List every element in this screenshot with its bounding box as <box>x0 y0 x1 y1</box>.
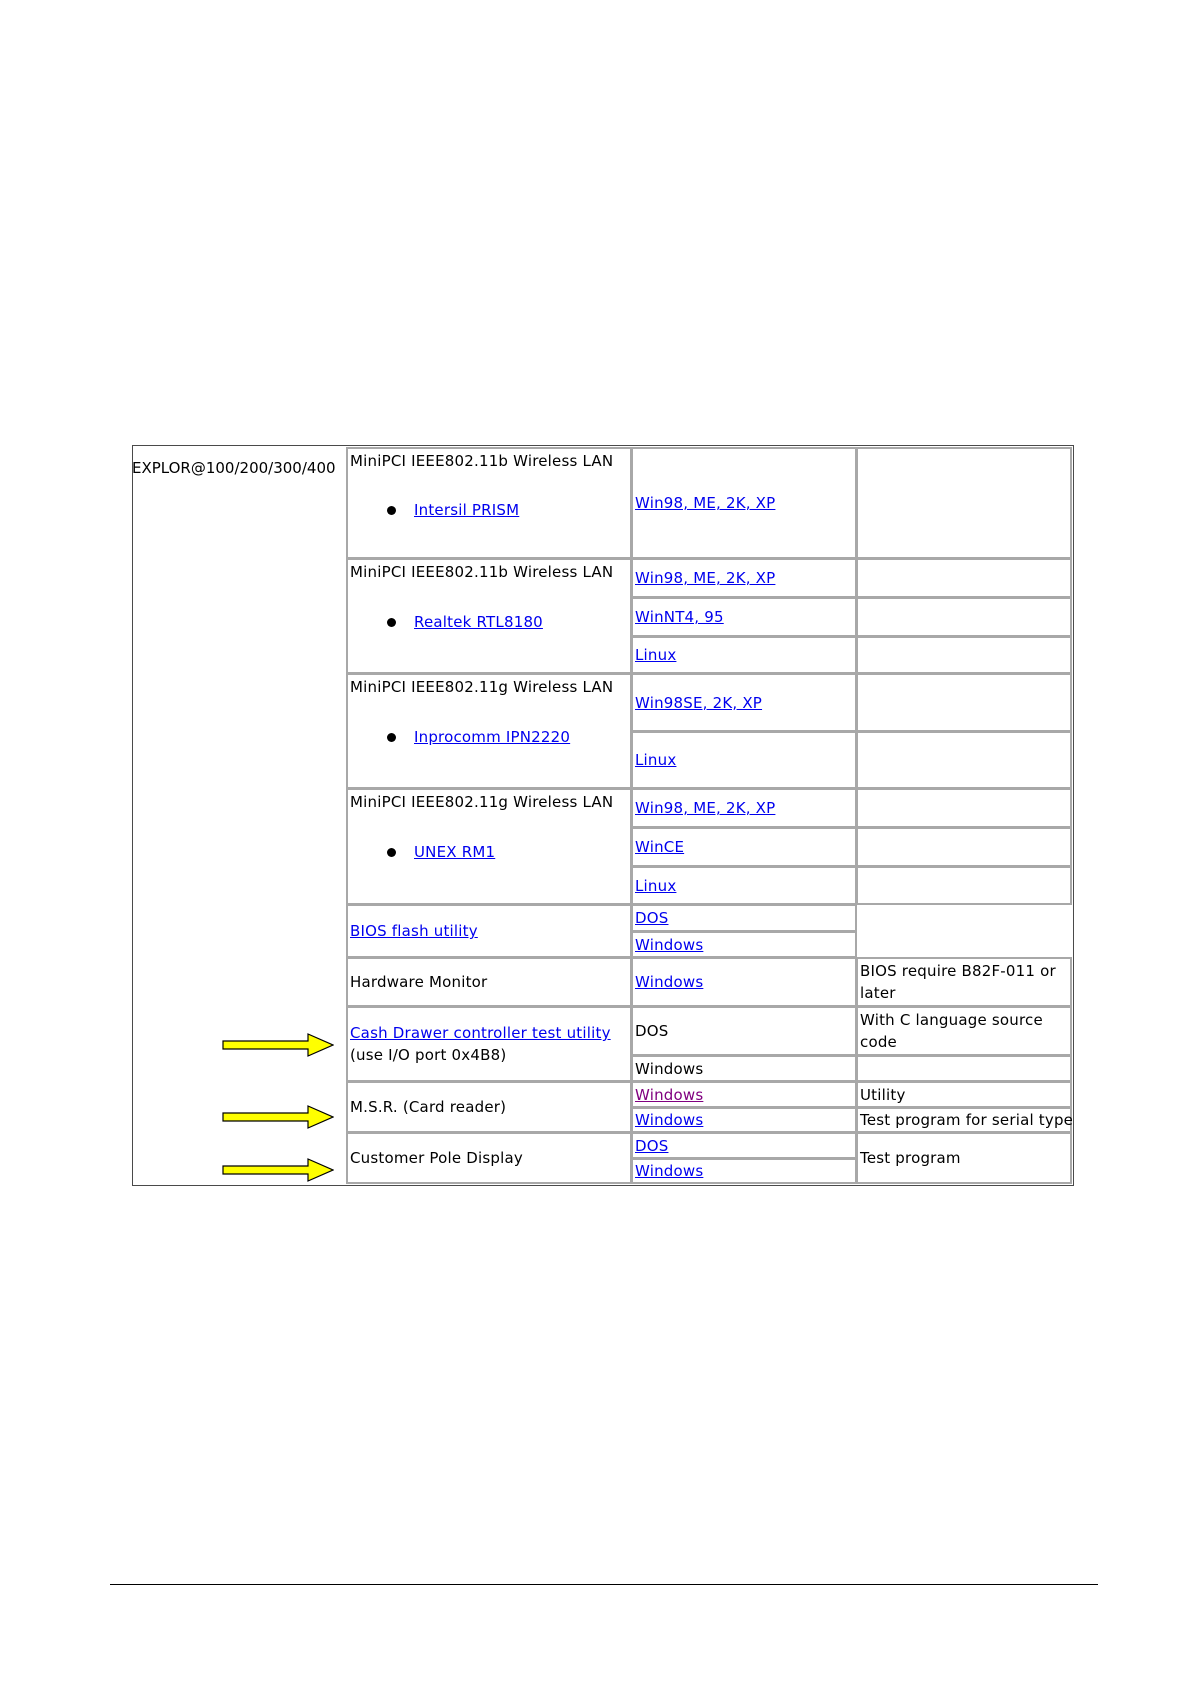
wlan-group-2-os-link-2[interactable]: WinNT4, 95 <box>635 608 724 626</box>
wlan-group-3-os-link-1[interactable]: Win98SE, 2K, XP <box>635 693 763 712</box>
msr-label: M.S.R. (Card reader) <box>350 1098 507 1116</box>
msr-note-cell-1 <box>856 1081 1072 1108</box>
wlan-group-2-note-cell-2 <box>856 597 1072 637</box>
msr-note-1: Utility <box>860 1085 906 1104</box>
arrow-right-icon <box>222 1158 334 1182</box>
wlan-group-2-desc <box>346 558 632 674</box>
hwmon-os-cell <box>631 957 857 1007</box>
wlan-group-4-title: MiniPCI IEEE802.11g Wireless LAN <box>350 793 614 811</box>
bios-windows-link[interactable]: Windows <box>635 935 704 954</box>
hwmon-windows-link[interactable]: Windows <box>635 973 704 991</box>
wlan-chip-link-3[interactable]: Inprocomm IPN2220 <box>414 728 571 746</box>
cash-note-cell <box>856 1006 1072 1056</box>
wlan-group-1-os-cell <box>631 447 857 559</box>
wlan-group-1-os-link-1[interactable]: Win98, ME, 2K, XP <box>635 494 776 512</box>
wlan-group-1-note-cell <box>856 447 1072 559</box>
wlan-group-4-note-cell-1 <box>856 788 1072 828</box>
bullet-icon <box>387 506 396 515</box>
wlan-group-2-os-link-1[interactable]: Win98, ME, 2K, XP <box>635 569 776 587</box>
msr-os-cell-1 <box>631 1081 857 1108</box>
cash-note: With C language source code <box>860 1011 1043 1051</box>
wlan-group-3-title: MiniPCI IEEE802.11g Wireless LAN <box>350 678 614 696</box>
msr-windows-utility-link[interactable]: Windows <box>635 1085 704 1104</box>
cash-note-cell-2 <box>856 1055 1072 1082</box>
wlan-group-1-title: MiniPCI IEEE802.11b Wireless LAN <box>350 452 614 470</box>
wlan-group-4-os-cell-1 <box>631 788 857 828</box>
wlan-group-3-os-cell-1 <box>631 673 857 732</box>
bullet-icon <box>387 733 396 742</box>
wlan-group-2-os-link-3[interactable]: Linux <box>635 646 677 664</box>
pole-os-cell-2 <box>631 1158 857 1184</box>
arrow-right-icon <box>222 1033 334 1057</box>
wlan-group-1-desc <box>346 447 632 559</box>
model-name: EXPLOR@100/200/300/400 <box>132 459 336 477</box>
hwmon-note: BIOS require B82F-011 or later <box>860 962 1056 1002</box>
hwmon-label: Hardware Monitor <box>350 973 488 991</box>
wlan-group-2-os-cell-2 <box>631 597 857 637</box>
pole-dos-link[interactable]: DOS <box>635 1136 669 1155</box>
footer-divider <box>110 1584 1098 1585</box>
wlan-group-3-note-cell-2 <box>856 731 1072 789</box>
msr-note-cell-2 <box>856 1107 1072 1133</box>
pole-note: Test program <box>860 1149 961 1167</box>
wlan-group-3-note-cell-1 <box>856 673 1072 732</box>
pole-label: Customer Pole Display <box>350 1149 523 1167</box>
wlan-group-4-os-link-2[interactable]: WinCE <box>635 838 685 856</box>
pole-windows-link[interactable]: Windows <box>635 1162 704 1180</box>
bullet-icon <box>387 848 396 857</box>
msr-os-cell-2 <box>631 1107 857 1133</box>
pole-os-cell-1 <box>631 1132 857 1159</box>
cash-drawer-link[interactable]: Cash Drawer controller test utility <box>350 1024 611 1042</box>
wlan-group-3-os-cell-2 <box>631 731 857 789</box>
bios-desc-cell <box>346 904 632 958</box>
wlan-group-4-os-link-3[interactable]: Linux <box>635 876 677 895</box>
cash-os-cell-1 <box>631 1006 857 1056</box>
msr-note-2: Test program for serial type <box>860 1111 1074 1129</box>
hwmon-desc-cell <box>346 957 632 1007</box>
bios-dos-link[interactable]: DOS <box>635 909 669 927</box>
wlan-chip-link-4[interactable]: UNEX RM1 <box>414 843 496 861</box>
wlan-group-3-os-link-2[interactable]: Linux <box>635 751 677 769</box>
wlan-group-2-title: MiniPCI IEEE802.11b Wireless LAN <box>350 563 614 581</box>
cash-windows-label: Windows <box>635 1059 704 1078</box>
wlan-group-3-desc <box>346 673 632 789</box>
cash-os-cell-2 <box>631 1055 857 1082</box>
hwmon-note-cell <box>856 957 1072 1007</box>
wlan-chip-link-2[interactable]: Realtek RTL8180 <box>414 613 543 631</box>
cash-dos-label: DOS <box>635 1022 669 1040</box>
bios-flash-link[interactable]: BIOS flash utility <box>350 922 478 940</box>
wlan-group-4-os-cell-2 <box>631 827 857 867</box>
arrow-right-icon <box>222 1105 334 1129</box>
wlan-group-4-desc <box>346 788 632 905</box>
bullet-icon <box>387 618 396 627</box>
msr-windows-test-link[interactable]: Windows <box>635 1111 704 1129</box>
msr-desc-cell <box>346 1081 632 1133</box>
pole-note-cell <box>856 1132 1072 1184</box>
wlan-group-2-note-cell-3 <box>856 636 1072 674</box>
wlan-group-2-os-cell-3 <box>631 636 857 674</box>
bios-os-cell-1 <box>631 904 857 932</box>
wlan-group-4-note-cell-2 <box>856 827 1072 867</box>
wlan-group-4-note-cell-3 <box>856 866 1072 905</box>
cash-desc-cell <box>346 1006 632 1082</box>
wlan-group-2-os-cell-1 <box>631 558 857 598</box>
pole-desc-cell <box>346 1132 632 1184</box>
wlan-group-2-note-cell-1 <box>856 558 1072 598</box>
wlan-group-4-os-cell-3 <box>631 866 857 905</box>
wlan-chip-link-1[interactable]: Intersil PRISM <box>414 501 520 519</box>
cash-drawer-port: (use I/O port 0x4B8) <box>350 1046 507 1064</box>
wlan-group-4-os-link-1[interactable]: Win98, ME, 2K, XP <box>635 799 776 817</box>
bios-os-cell-2 <box>631 931 857 958</box>
